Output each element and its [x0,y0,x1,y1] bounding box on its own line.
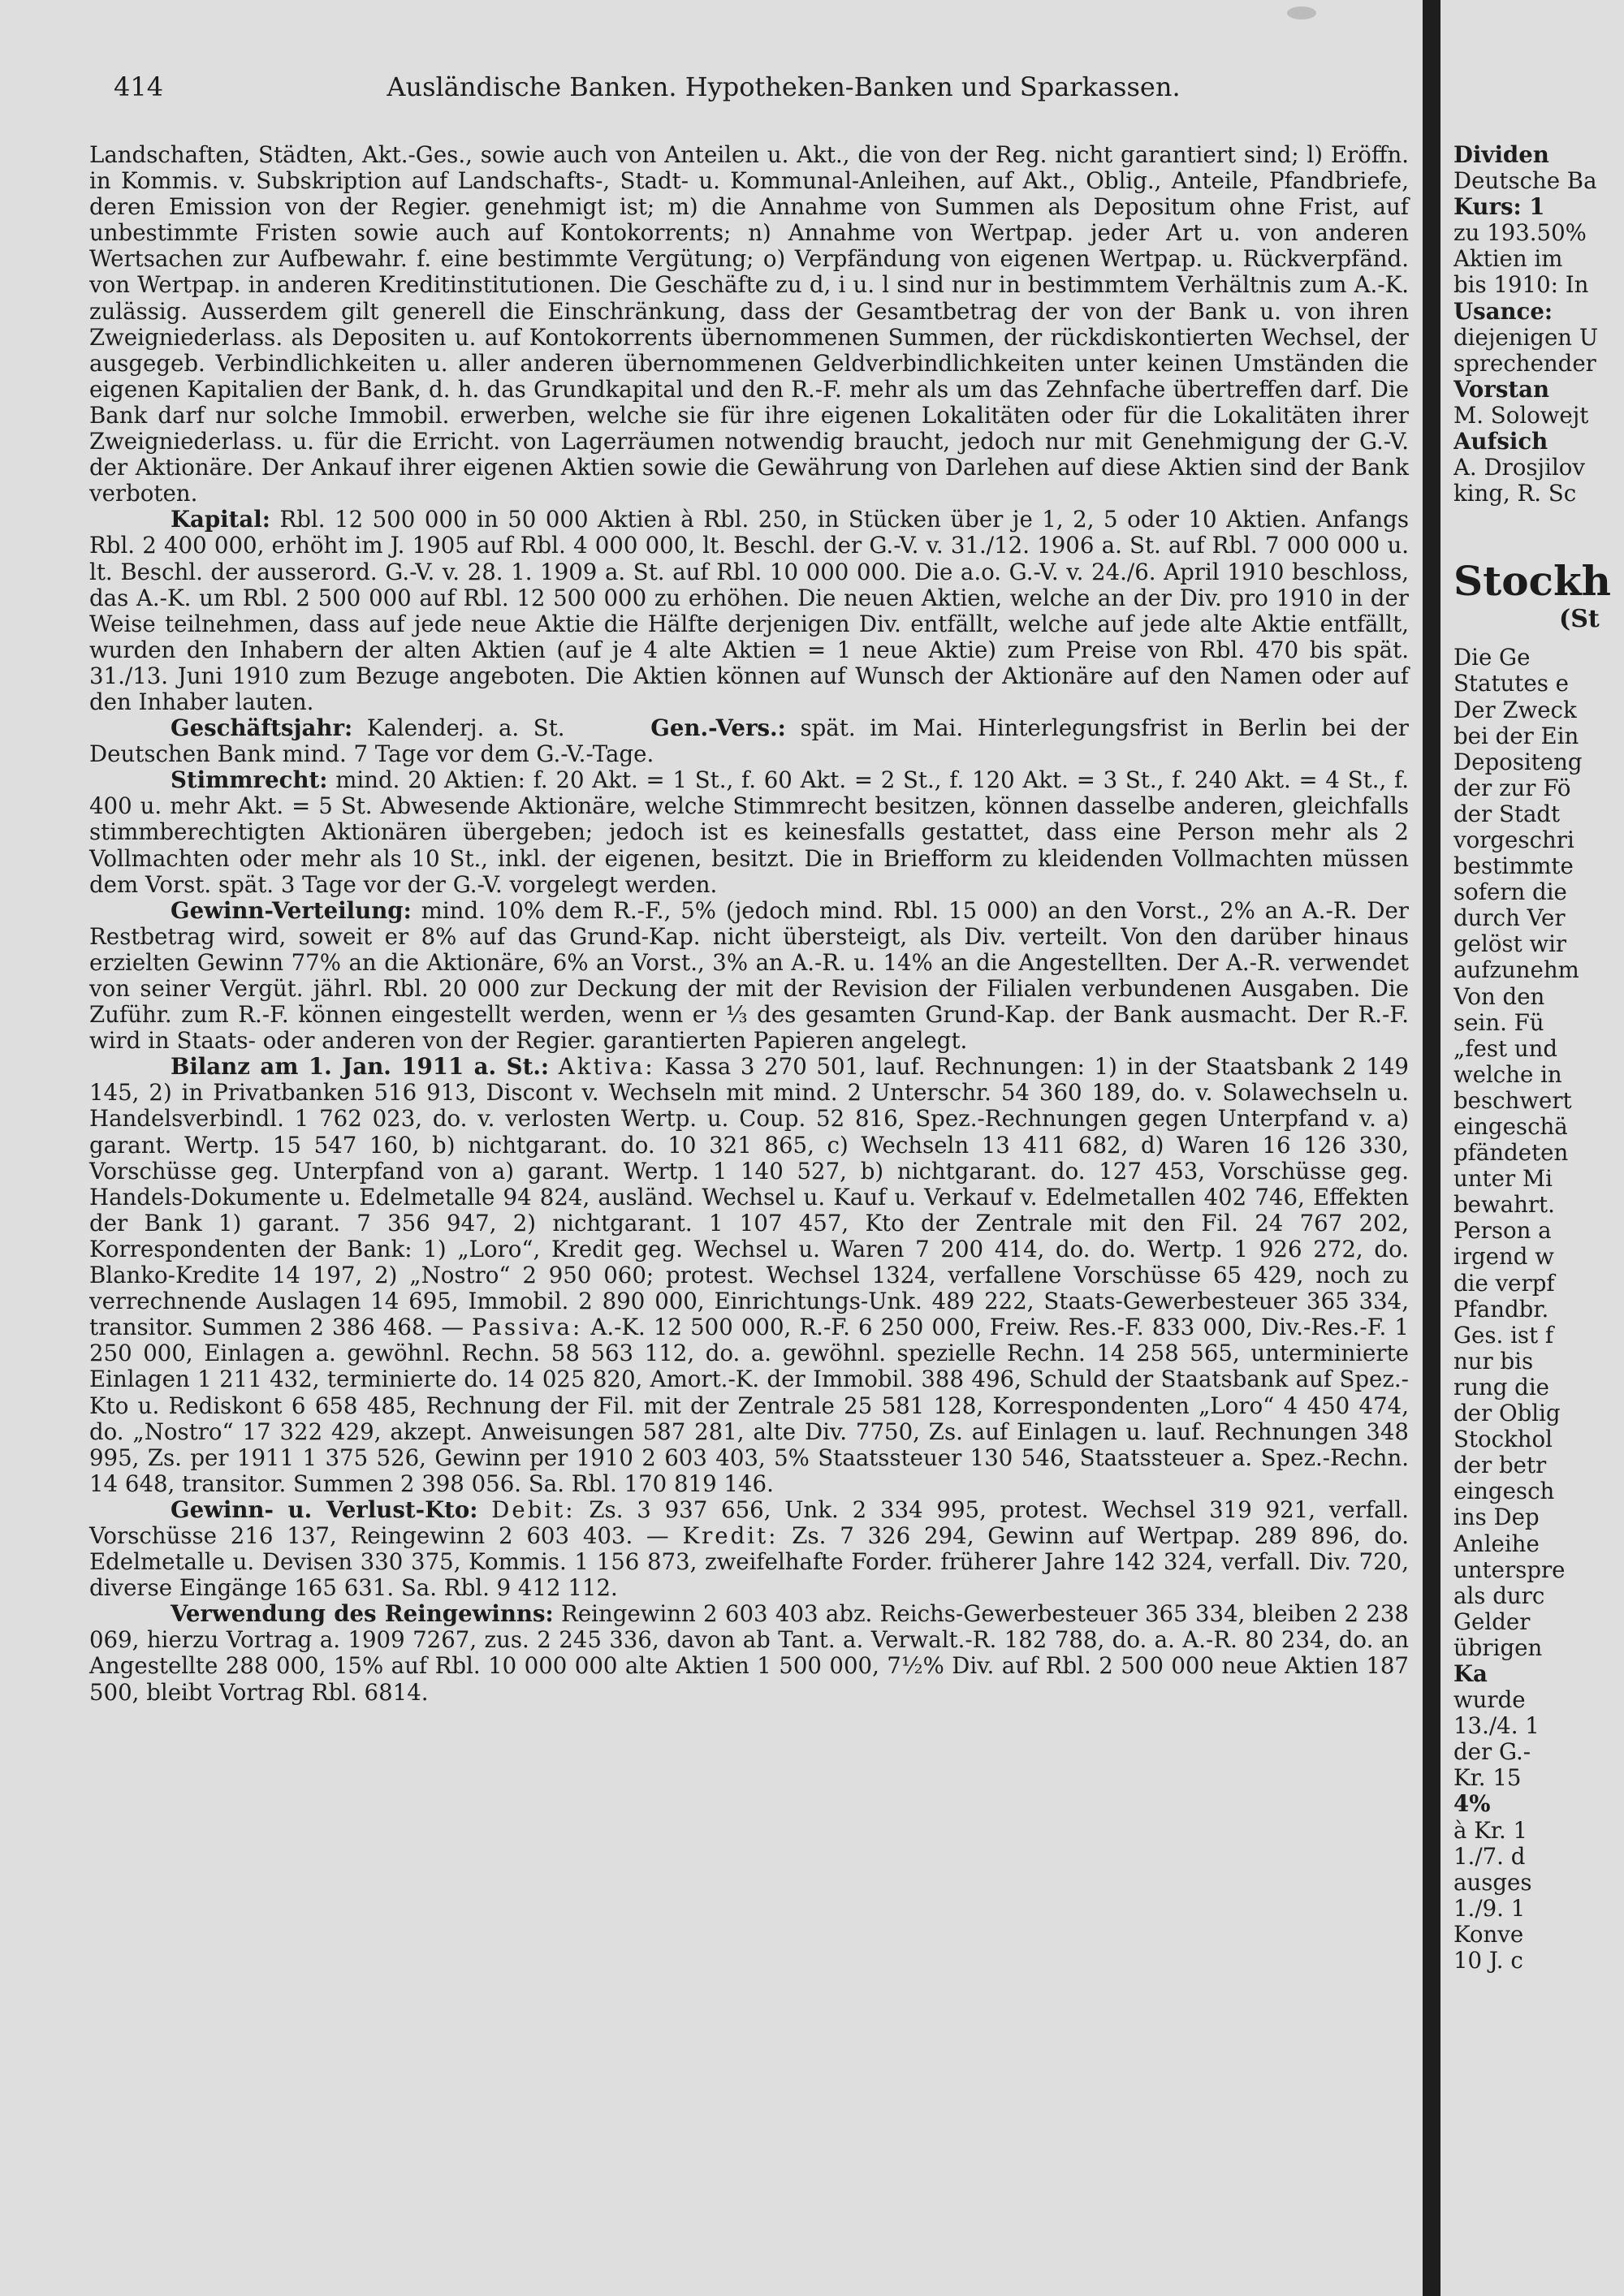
right-line: bewahrt. [1453,1191,1555,1219]
right-line: 10 J. c [1453,1947,1523,1974]
kredit-label: Kredit: [682,1521,779,1549]
geschaeftsjahr-label: Geschäftsjahr: [171,714,353,742]
right-line: Depositeng [1453,748,1583,775]
right-line: Ka [1453,1659,1488,1687]
right-line: à Kr. 1 [1453,1816,1528,1844]
right-line: Aktien im [1453,245,1563,273]
right-line: eingesch [1453,1478,1555,1505]
geschaeftsjahr-text: Kalenderj. a. St. [366,714,565,742]
right-line: Die Ge [1453,644,1531,671]
gewinnverteilung-text: mind. 10% dem R.-F., 5% (jedoch mind. Rbl. 15 000) an den Vorst., 2% an A.-R. Der Restbetrag wird, soweit er 8% auf das Grund-Kap. nicht übersteigt, als Div. verteilt. Von den darüber hinaus erzielten Gewinn 77% an die Aktionäre, 6% an Vorst., 3% an A.-R. u. 14% an die Angestellten. Der A.-R. verwendet von seiner Vergüt. jährl. Rbl. 20 000 zur Deckung der mit der Revision der Filialen verbundenen Ausgaben. Die Zuführ. zum R.-F. können eingestellt werden, wenn er ⅓ des gesamten Grund-Kap. der Bank ausmacht. Der R.-F. wird in Staats- oder anderen von der Regier. garantierten Papieren angelegt. [89,896,1409,1055]
bilanz-label: Bilanz am 1. Jan. 1911 a. St.: [171,1053,550,1081]
right-line: Person a [1453,1217,1552,1245]
right-line: Statutes e [1453,670,1569,697]
right-line: bis 1910: In [1453,271,1589,299]
right-line: eingeschä [1453,1113,1568,1140]
right-line: rung die [1453,1373,1549,1400]
verwendung-section [89,1601,1409,1705]
main-column [89,142,1409,1706]
column-divider [1423,0,1440,2296]
right-lines-block [1453,645,1624,1974]
passiva-text: A.-K. 12 500 000, R.-F. 6 250 000, Freiw. Res.-F. 833 000, Div.-Res.-F. 1 250 000, Einlagen a. gewöhnl. Rechn. 58 563 112, do. a. gewöhnl. spezielle Rechn. 14 258 565, unterminierte Einlagen 1 211 432, terminierte do. 14 025 820, Amort.-K. der Immobil. 388 496, Schuld der Staatsbank auf Spez.-Kto u. Rediskont 6 658 485, Rechnung der Fil. mit der Zentrale 25 581 128, Korrespondenten „Loro“ 4 450 474, do. „Nostro“ 17 322 429, akzept. Anweisungen 587 281, alte Div. 7750, Zs. auf Einlagen u. lauf. Rechnungen 348 995, Zs. per 1911 1 375 526, Gewinn per 1910 2 603 403, 5% Staatssteuer 130 546, Staatssteuer a. Spez.-Rechn. 14 648, transitor. Summen 2 398 056. Sa. Rbl. 170 819 146. [89,1314,1409,1497]
right-top-block [1453,142,1624,507]
right-line: aufzunehm [1453,956,1579,984]
gewinnverteilung-section [89,898,1409,1055]
kapital-text: Rbl. 12 500 000 in 50 000 Aktien à Rbl. 250, in Stücken über je 1, 2, 5 oder 10 Aktien. Anfangs Rbl. 2 400 000, erhöht im J. 1905 auf Rbl. 4 000 000, lt. Beschl. der G.-V. v. 31./12. 1906 a. St. auf Rbl. 7 000 000 u. lt. Beschl. der ausserord. G.-V. v. 28. 1. 1909 a. St. auf Rbl. 10 000 000. Die a.o. G.-V. v. 24./6. April 1910 beschloss, das A.-K. um Rbl. 2 500 000 auf Rbl. 12 500 000 zu erhöhen. Die neuen Aktien, welche an der Div. pro 1910 in der Weise teilnehmen, dass auf jede neue Aktie die Hälfte derjenigen Div. entfällt, welche auf jede alte Aktie entfällt, wurden den Inhabern der alten Aktien (auf je 4 alte Aktien = 1 neue Aktie) zum Preise von Rbl. 470 bis spät. 31./13. Juni 1910 zum Bezuge angeboten. Die Aktien können auf Wunsch der Aktionäre auf den Namen oder auf den Inhaber lauten. [89,506,1409,715]
page-header [114,71,1405,102]
right-line: Kurs: 1 [1453,193,1545,221]
right-line: Von den [1453,982,1545,1010]
right-line: Kr. 15 [1453,1764,1522,1792]
right-line: 13./4. 1 [1453,1712,1540,1740]
paper-stain [1287,6,1316,19]
right-line: nur bis [1453,1347,1534,1375]
right-heading: Stockh [1453,557,1611,606]
right-line: zu 193.50% [1453,219,1587,247]
kredit-text: Zs. 7 326 294, Gewinn auf Wertpap. 289 896, do. Edelmetalle u. Devisen 330 375, Kommis. 1 156 873, zweifelhafte Forder. früherer Jahre 142 324, verfall. Div. 720, diverse Eingänge 165 631. Sa. Rbl. 9 412 112. [89,1521,1409,1602]
bilanz-section [89,1054,1409,1497]
right-line: bei der Ein [1453,722,1579,749]
right-line: A. Drosjilov [1453,454,1585,481]
right-line: M. Solowejt [1453,401,1589,429]
verwendung-label: Verwendung des Reingewinns: [171,1600,554,1628]
kapital-label: Kapital: [171,506,270,533]
page-number: 414 [114,71,164,102]
right-line: ausges [1453,1868,1532,1896]
right-line: unter Mi [1453,1165,1553,1193]
stimmrecht-label: Stimmrecht: [171,766,328,794]
right-line: 1./7. d [1453,1842,1526,1870]
right-line: diejenigen U [1453,323,1599,351]
right-line: Vorstan [1453,375,1550,403]
passiva-label: Passiva: [472,1314,583,1341]
right-line: die verpf [1453,1269,1555,1297]
right-line: der Oblig [1453,1400,1561,1427]
geschaeftsjahr-section [89,715,1409,767]
right-line: Usance: [1453,297,1553,325]
right-line: der G.- [1453,1738,1531,1766]
right-line: Dividen [1453,142,1549,168]
right-line: durch Ver [1453,904,1566,932]
right-line: Gelder [1453,1608,1531,1635]
debit-text: Zs. 3 937 656, Unk. 2 334 995, protest. Wechsel 319 921, verfall. Vorschüsse 216 137, Reingewinn 2 603 403. — [89,1495,1409,1549]
page-title: Ausländische Banken. Hypotheken-Banken und Sparkassen. [387,71,1181,102]
right-line: sprechender [1453,349,1596,377]
right-line: 1./9. 1 [1453,1894,1526,1922]
right-line: sein. Fü [1453,1008,1544,1036]
right-line: bestimmte [1453,852,1574,880]
gewinnverteilung-label: Gewinn-Verteilung: [171,896,412,924]
right-line: ins Dep [1453,1504,1540,1531]
right-line: vorgeschri [1453,826,1574,853]
right-line: king, R. Sc [1453,480,1577,507]
stimmrecht-section [89,767,1409,897]
right-line: beschwert [1453,1086,1572,1114]
right-line: welche in [1453,1060,1562,1088]
right-line: Ges. ist f [1453,1321,1554,1349]
right-line: sofern die [1453,878,1567,906]
right-subheading: (St [1559,605,1600,634]
gewinn-verlust-label: Gewinn- u. Verlust-Kto: [171,1495,478,1523]
right-line: Deutsche Ba [1453,167,1597,195]
aktiva-text: Kassa 3 270 501, lauf. Rechnungen: 1) in der Staatsbank 2 149 145, 2) in Privatbanken 516 913, Discont v. Wechseln mit mind. 2 Unterschr. 54 360 189, do. v. Solawechseln u. Handelsverbindl. 1 762 023, do. v. verlosten Wertp. u. Coup. 52 816, Spez.-Rechnungen gegen Unterpfand v. a) garant. Wertp. 15 547 160, b) nichtgarant. do. 10 321 865, c) Wechseln 13 411 682, d) Waren 16 126 330, Vorschüsse geg. Unterpfand von a) garant. Wertp. 1 140 527, b) nichtgarant. do. 127 453, Vorschüsse geg. Handels-Dokumente u. Edelmetalle 94 824, ausländ. Wechsel u. Kauf u. Verkauf v. Edelmetallen 402 746, Effekten der Bank 1) garant. 7 356 947, 2) nichtgarant. 1 107 457, Kto der Zentrale mit den Fil. 24 767 202, Korrespondenten der Bank: 1) „Loro“, Kredit geg. Wechsel u. Waren 7 200 414, do. do. Wertp. 1 926 272, do. Blanko-Kredite 14 197, 2) „Nostro“ 2 950 060; protest. Wechsel 1324, verfallene Vorschüsse 65 429, noch zu verrechnende Auslagen 14 695, Immobil. 2 890 000, Einrichtungs-Unk. 489 222, Staats-Gewerbesteuer 365 334, transitor. Summen 2 386 468. — [89,1053,1409,1341]
right-line: übrigen [1453,1634,1543,1661]
right-line: pfändeten [1453,1139,1569,1167]
right-line: der zur Fö [1453,774,1571,801]
right-line: gelöst wir [1453,930,1567,958]
right-line: Der Zweck [1453,696,1577,723]
right-line: „fest und [1453,1034,1558,1062]
debit-label: Debit: [491,1495,576,1523]
right-line: irgend w [1453,1243,1554,1271]
right-line: Konve [1453,1920,1524,1948]
genvers-label: Gen.-Vers.: [650,714,786,742]
right-line: wurde [1453,1686,1526,1714]
right-line: als durc [1453,1582,1545,1609]
stimmrecht-text: mind. 20 Aktien: f. 20 Akt. = 1 St., f. 60 Akt. = 2 St., f. 120 Akt. = 3 St., f. 240 Akt. = 4 St., f. 400 u. mehr Akt. = 5 St. Abwesende Aktionäre, welche Stimmrecht besitzen, können dasselbe anderen, gleichfalls stimmberechtigten Aktionären übergeben; jedoch ist es keinesfalls gestattet, dass eine Person mehr als 2 Vollmachten oder mehr als 10 St., inkl. der eigenen, besitzt. Die in Briefform zu kleidenden Vollmachten müssen dem Vorst. spät. 3 Tage vor der G.-V. vorgelegt werden. [89,766,1409,898]
right-line: Aufsich [1453,428,1548,455]
right-line: unterspre [1453,1556,1566,1583]
aktiva-label: Aktiva: [558,1053,655,1081]
gewinn-verlust-section [89,1497,1409,1601]
right-line: Stockhol [1453,1426,1553,1453]
right-line: der betr [1453,1452,1547,1479]
right-line: Anleihe [1453,1530,1540,1557]
genvers-text: spät. im Mai. Hinterlegungsfrist in Berlin bei der Deutschen Bank mind. 7 Tage vor dem G.-V.-Tage. [89,714,1409,768]
verwendung-text: Reingewinn 2 603 403 abz. Reichs-Gewerbesteuer 365 334, bleiben 2 238 069, hierzu Vortrag a. 1909 7267, zus. 2 245 336, davon ab Tant. a. Verwalt.-R. 182 788, do. a. A.-R. 80 234, do. an Angestellte 288 000, 15% auf Rbl. 10 000 000 alte Aktien 1 500 000, 7½% Div. auf Rbl. 2 500 000 neue Aktien 187 500, bleibt Vortrag Rbl. 6814. [89,1600,1409,1706]
right-column [1453,142,1624,2294]
intro-paragraph: Landschaften, Städten, Akt.-Ges., sowie auch von Anteilen u. Akt., die von der Reg. nicht garantiert sind; l) Eröffn. in Kommis. v. Subskription auf Landschafts-, Stadt- u. Kommunal-Anleihen, auf Akt., Oblig., Anteile, Pfandbriefe, deren Emission von der Regier. genehmigt ist; m) die Annahme von Summen als Depositum ohne Frist, auf unbestimmte Fristen sowie auch auf Kontokorrents; n) Annahme von Wertpap. jeder Art u. von anderen Wertsachen zur Aufbewahr. f. eine bestimmte Vergütung; o) Verpfändung von eigenen Wertpap. u. Rückverpfänd. von Wertpap. in anderen Kreditinstitutionen. Die Geschäfte zu d, i u. l sind nur in bestimmtem Verhältnis zum A.-K. zulässig. Ausserdem gilt generell die Einschränkung, dass der Gesamtbetrag der von der Bank u. von ihren Zweigniederlass. als Depositen u. auf Kontokorrents übernommenen Summen, der rückdiskontierten Wechsel, der ausgegeb. Verbindlichkeiten u. aller anderen übernommenen Geldverbindlichkeiten unter keinen Umständen die eigenen Kapitalien der Bank, d. h. das Grundkapital und den R.-F. mehr als um das Zehnfache übertreffen darf. Die Bank darf nur solche Immobil. erwerben, welche sie für ihre eigenen Lokalitäten oder für die Lokalitäten ihrer Zweigniederlass. u. für die Erricht. von Lagerräumen notwendig braucht, jedoch nur mit Genehmigung der G.-V. der Aktionäre. Der Ankauf ihrer eigenen Aktien sowie die Gewährung von Darlehen auf diese Aktien sind der Bank verboten. [89,141,1409,507]
right-line: 4% [1453,1790,1491,1818]
right-line: der Stadt [1453,800,1561,827]
kapital-section [89,507,1409,715]
right-line: Pfandbr. [1453,1295,1549,1323]
